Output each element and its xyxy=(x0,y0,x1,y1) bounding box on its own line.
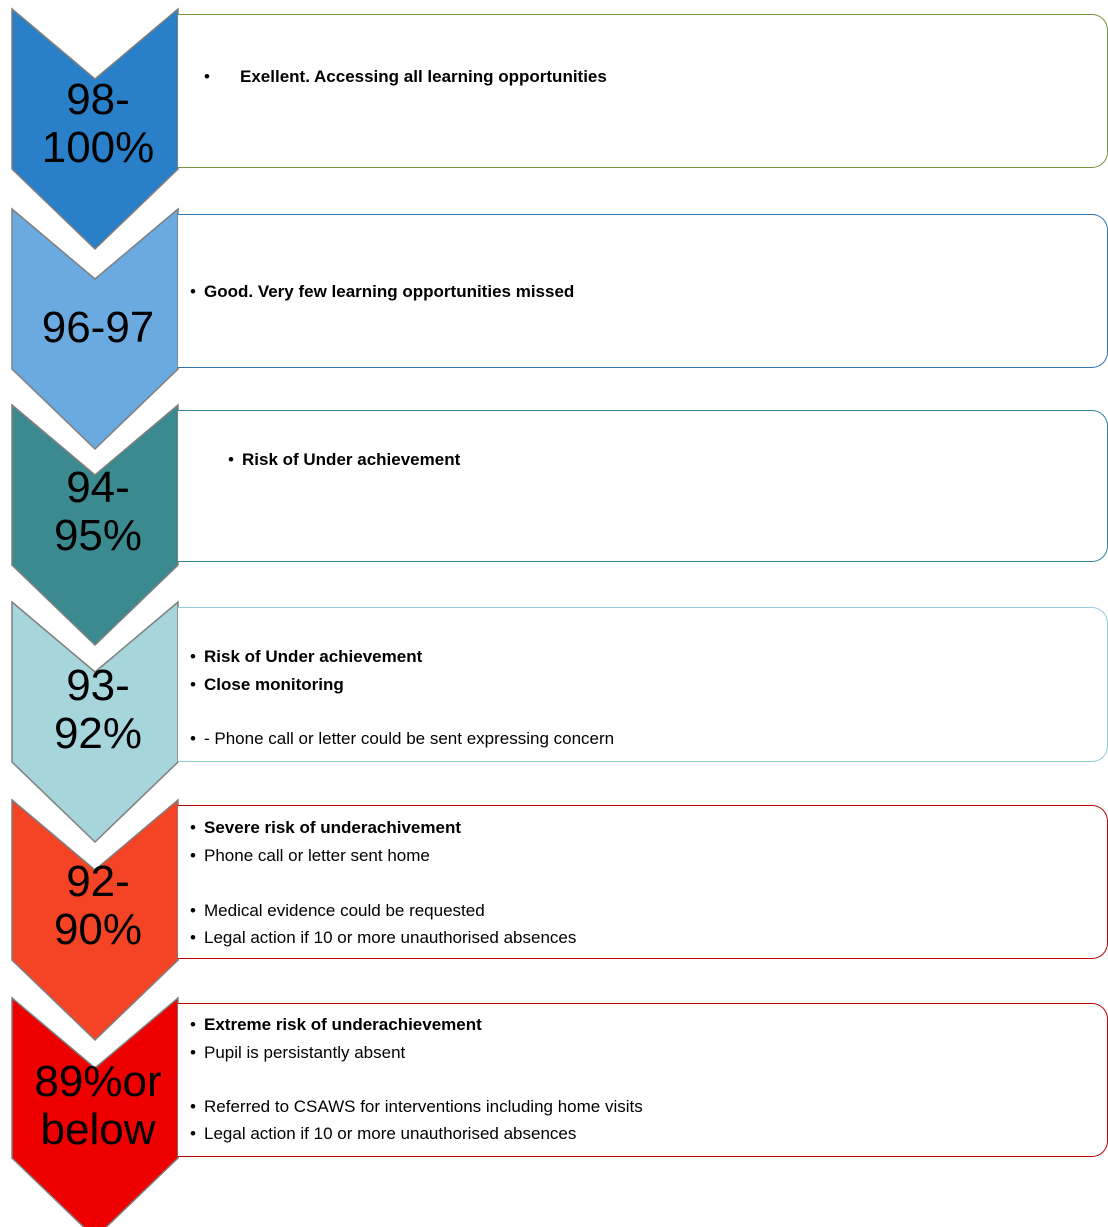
level-5-label-line-2: 90% xyxy=(53,904,143,954)
level-4-item-2: • Close monitoring xyxy=(190,675,344,694)
level-6-item-3: • Referred to CSAWS for interventions including home visits xyxy=(190,1097,643,1116)
level-5-label-line-1: 92- xyxy=(66,857,130,906)
level-4-label-line-2: 92% xyxy=(53,708,143,758)
level-3-label xyxy=(18,464,178,559)
level-6-item-4: • Legal action if 10 or more unauthorised absences xyxy=(190,1124,577,1143)
level-1-label-line-2: 100% xyxy=(41,122,155,172)
level-5-item-4: • Legal action if 10 or more unauthorised absences xyxy=(190,928,577,947)
level-5-label xyxy=(18,858,178,953)
level-2-label-line-1: 96-97 xyxy=(41,303,155,352)
level-1-label-line-1: 98- xyxy=(66,75,130,124)
level-2-item-1: • Good. Very few learning opportunities missed xyxy=(190,282,575,301)
level-5-item-3: • Medical evidence could be requested xyxy=(190,901,485,920)
level-5-item-1: • Severe risk of underachivement xyxy=(190,818,462,837)
level-6-label-line-1: 89%or xyxy=(34,1057,162,1106)
level-1-item-1: • Exellent. Accessing all learning opportunities xyxy=(204,67,607,86)
level-6-label-line-2: below xyxy=(40,1104,156,1154)
level-3-label-line-2: 95% xyxy=(53,510,143,560)
level-4-label-line-1: 93- xyxy=(66,661,130,710)
level-4-item-3: • - Phone call or letter could be sent expressing concern xyxy=(190,729,615,748)
level-5-item-2: • Phone call or letter sent home xyxy=(190,846,430,865)
level-3-item-1: • Risk of Under achievement xyxy=(228,450,461,469)
level-4-label xyxy=(18,662,178,757)
level-6-label xyxy=(18,1058,178,1153)
level-1-box xyxy=(178,14,1108,168)
level-3-box xyxy=(178,410,1108,562)
level-4-item-1: • Risk of Under achievement xyxy=(190,647,423,666)
level-1-label xyxy=(18,76,178,171)
level-2-label xyxy=(18,304,178,352)
level-6-item-1: • Extreme risk of underachievement xyxy=(190,1015,482,1034)
level-6-item-2: • Pupil is persistantly absent xyxy=(190,1043,406,1062)
level-3-label-line-1: 94- xyxy=(66,463,130,512)
